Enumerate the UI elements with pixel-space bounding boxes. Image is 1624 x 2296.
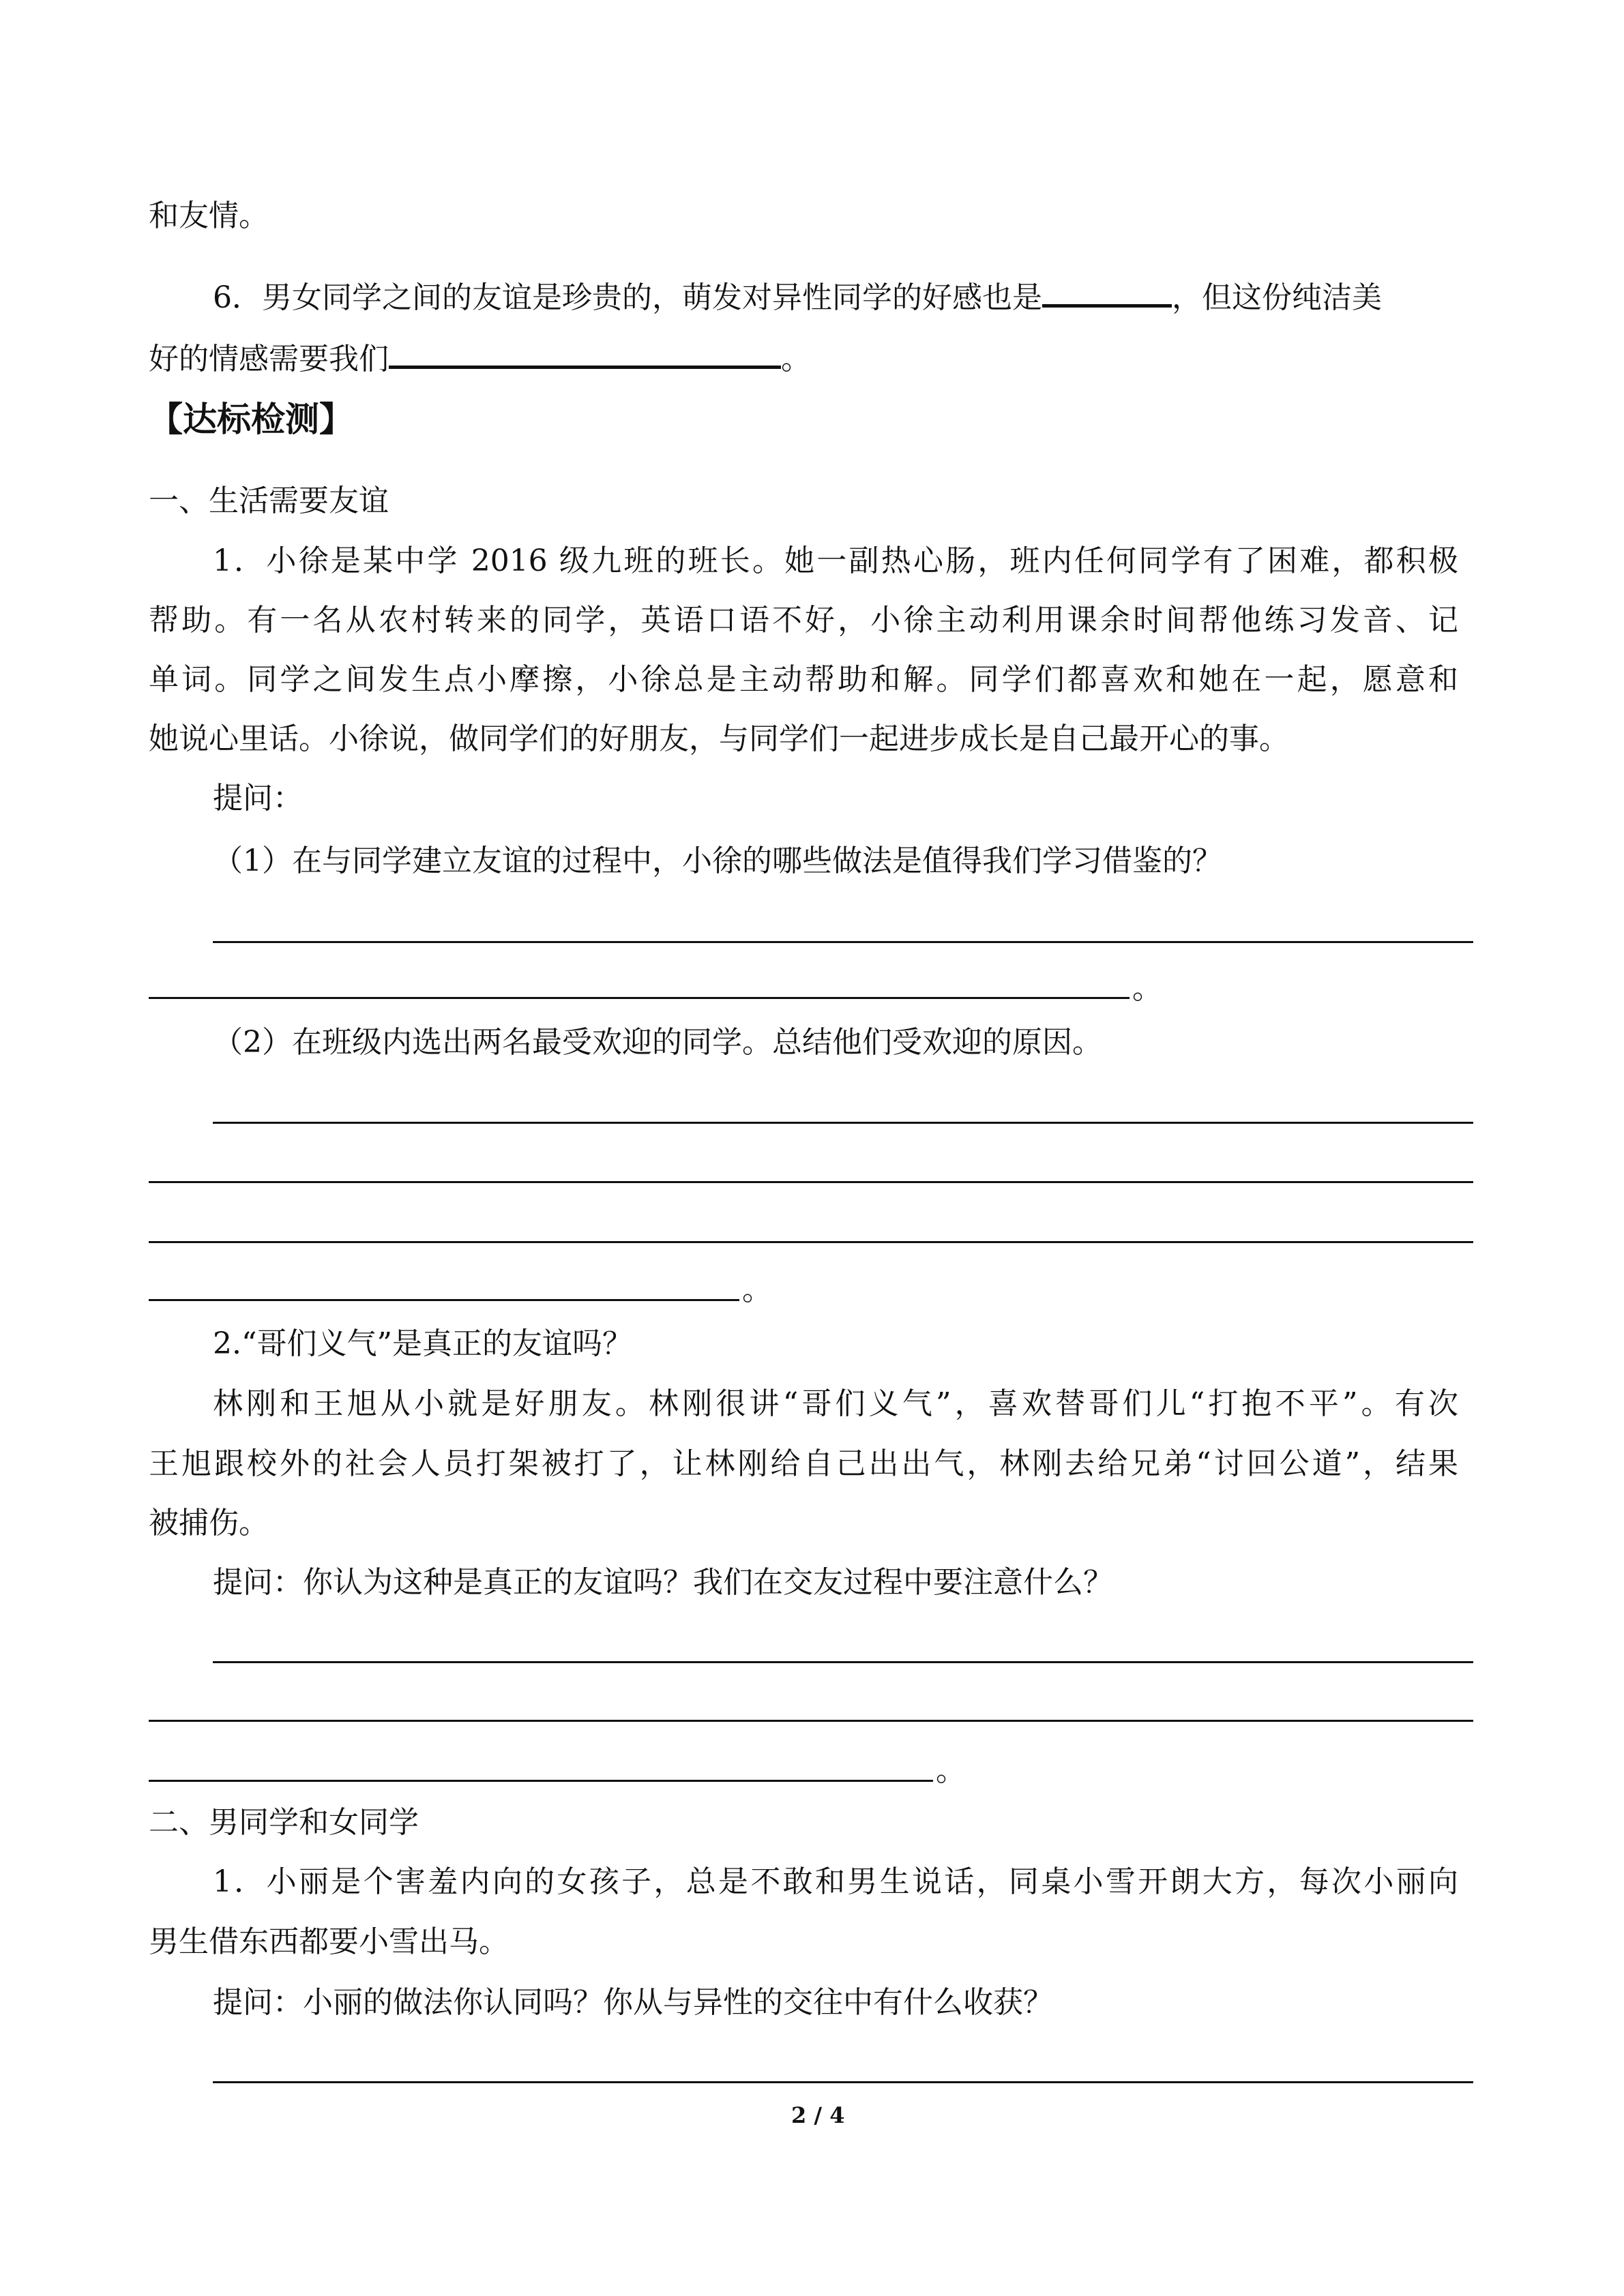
page-number: 2 / 4 (791, 2102, 845, 2128)
part-1-q2-line-2: 王旭跟校外的社会人员打架被打了，让林刚给自己出出气，林刚去给兄弟“讨回公道”，结果 (149, 1446, 1458, 1481)
question-6-line-2 (149, 336, 811, 380)
part-2-q1-ask: 提问：小丽的做法你认同吗？你从与异性的交往中有什么收获？ (213, 1985, 1053, 2020)
part-1-q1-line-3: 单词。同学之间发生点小摩擦，小徐总是主动帮助和解。同学们都喜欢和她在一起，愿意和 (149, 662, 1458, 697)
question-6-end: 。 (781, 342, 811, 376)
part-2-q1-line-1: 1．小丽是个害羞内向的女孩子，总是不敢和男生说话，同桌小雪开朗大方，每次小丽向 (213, 1864, 1458, 1899)
answer-period: 。 (936, 1753, 966, 1788)
part-1-q1-sub-1: （1）在与同学建立友谊的过程中，小徐的哪些做法是值得我们学习借鉴的？ (213, 844, 1222, 878)
answer-line[interactable] (149, 1299, 739, 1301)
answer-line[interactable] (213, 941, 1473, 943)
question-6-text-a: 6．男女同学之间的友谊是珍贵的，萌发对异性同学的好感也是 (213, 280, 1042, 315)
answer-line[interactable] (213, 1122, 1473, 1124)
section-title: 【达标检测】 (149, 400, 353, 439)
fill-blank[interactable] (389, 336, 781, 369)
part-1-q2-title: 2.“哥们义气”是真正的友谊吗？ (213, 1326, 632, 1361)
part-2-q1-line-2: 男生借东西都要小雪出马。 (149, 1924, 509, 1959)
continuation-text: 和友情。 (149, 198, 269, 233)
part-1-q1-ask: 提问： (213, 781, 303, 816)
answer-line[interactable] (149, 1720, 1473, 1722)
part-1-q1-line-1: 1．小徐是某中学 2016 级九班的班长。她一副热心肠，班内任何同学有了困难，都积极 (213, 543, 1458, 578)
answer-line[interactable] (149, 1181, 1473, 1183)
question-6-text-b: ，但这份纯洁美 (1172, 280, 1382, 315)
question-6-text-c: 好的情感需要我们 (149, 342, 389, 376)
answer-line[interactable] (213, 2081, 1473, 2083)
answer-line[interactable] (149, 1241, 1473, 1243)
part-1-q2-ask: 提问：你认为这种是真正的友谊吗？我们在交友过程中要注意什么？ (213, 1565, 1113, 1600)
answer-period: 。 (1132, 971, 1162, 1006)
part-1-q1-sub-2: （2）在班级内选出两名最受欢迎的同学。总结他们受欢迎的原因。 (213, 1025, 1102, 1060)
fill-blank[interactable] (1042, 274, 1172, 308)
answer-line[interactable] (213, 1661, 1473, 1663)
question-6-line-1 (213, 274, 1382, 318)
answer-line[interactable] (149, 997, 1130, 999)
part-1-q2-line-3: 被捕伤。 (149, 1506, 269, 1540)
part-1-q1-line-2: 帮助。有一名从农村转来的同学，英语口语不好，小徐主动利用课余时间帮他练习发音、记 (149, 603, 1458, 638)
part-2-heading: 二、男同学和女同学 (149, 1805, 419, 1840)
part-1-q1-line-4: 她说心里话。小徐说，做同学们的好朋友，与同学们一起进步成长是自己最开心的事。 (149, 721, 1289, 756)
answer-period: 。 (742, 1272, 772, 1307)
part-1-heading: 一、生活需要友谊 (149, 483, 389, 518)
part-1-q2-line-1: 林刚和王旭从小就是好朋友。林刚很讲“哥们义气”，喜欢替哥们儿“打抱不平”。有次 (213, 1386, 1458, 1421)
answer-line[interactable] (149, 1780, 933, 1782)
